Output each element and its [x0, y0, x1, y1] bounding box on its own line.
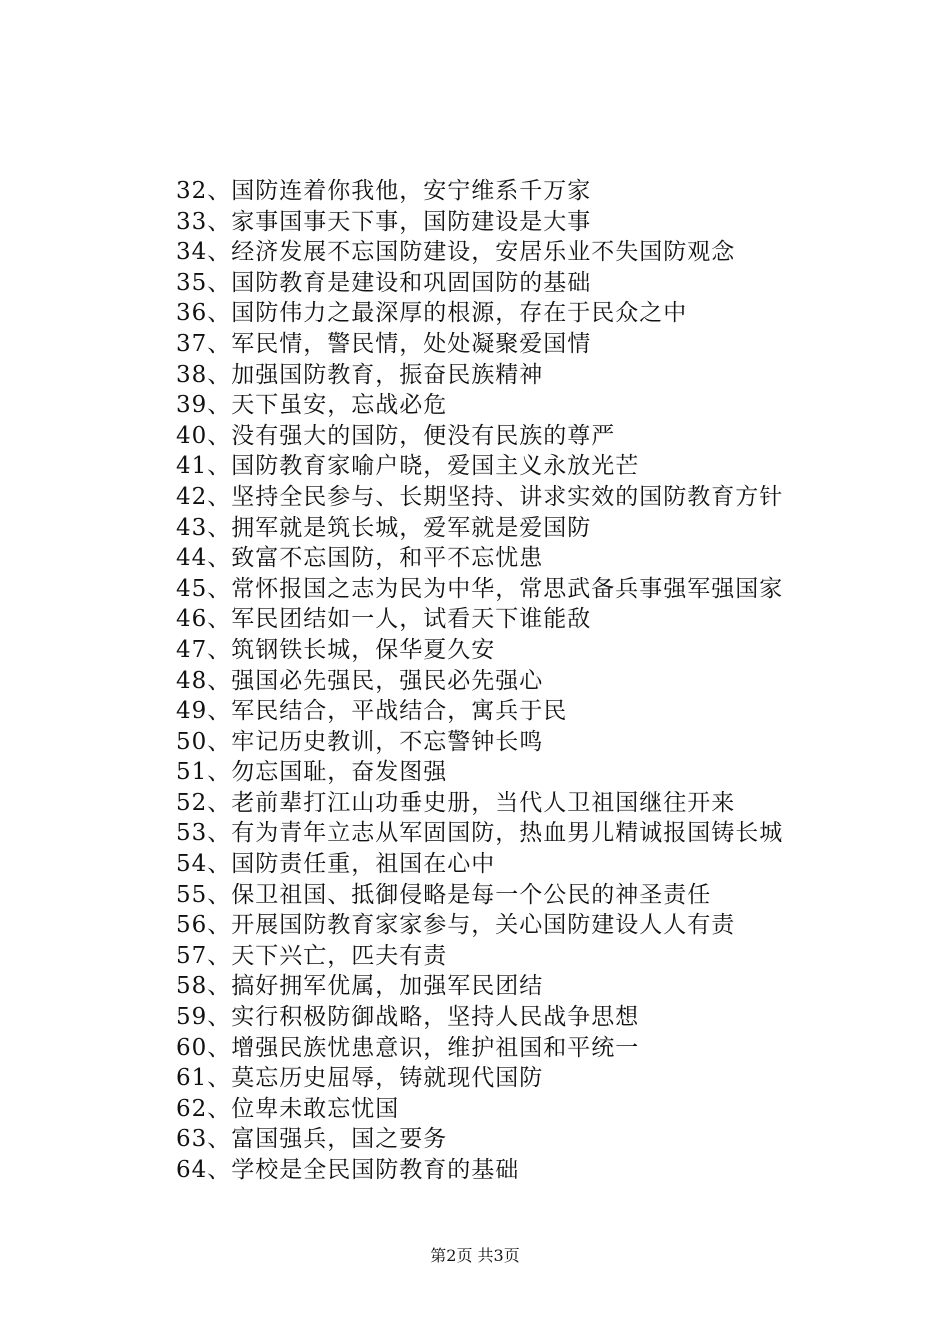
- page-footer: 第2页 共3页: [430, 1246, 520, 1265]
- slogan-line: 32、国防连着你我他，安宁维系千万家: [176, 178, 592, 204]
- slogan-line: 35、国防教育是建设和巩固国防的基础: [176, 269, 592, 296]
- slogan-line: 47、筑钢铁长城，保华夏久安: [176, 636, 496, 663]
- slogan-line: 63、富国强兵，国之要务: [176, 1126, 448, 1153]
- slogan-line: 49、军民结合，平战结合，寓兵于民: [176, 698, 568, 725]
- slogan-line: 34、经济发展不忘国防建设，安居乐业不失国防观念: [176, 239, 736, 266]
- slogan-line: 42、坚持全民参与、长期坚持、讲求实效的国防教育方针: [176, 483, 784, 510]
- slogan-line: 36、国防伟力之最深厚的根源，存在于民众之中: [176, 300, 688, 327]
- slogan-line: 43、拥军就是筑长城，爱军就是爱国防: [176, 514, 592, 541]
- slogan-line: 41、国防教育家喻户晓，爱国主义永放光芒: [176, 453, 640, 480]
- slogan-line: 40、没有强大的国防，便没有民族的尊严: [176, 422, 616, 449]
- slogan-line: 50、牢记历史教训，不忘警钟长鸣: [176, 728, 544, 755]
- slogan-line: 38、加强国防教育，振奋民族精神: [176, 361, 544, 388]
- slogan-line: 61、莫忘历史屈辱，铸就现代国防: [176, 1065, 544, 1092]
- slogan-line: 45、常怀报国之志为民为中华，常思武备兵事强军强国家: [176, 575, 784, 602]
- slogan-line: 56、开展国防教育家家参与，关心国防建设人人有责: [176, 912, 736, 939]
- slogan-list: [176, 176, 783, 1186]
- slogan-line: 52、老前辈打江山功垂史册，当代人卫祖国继往开来: [176, 789, 736, 816]
- slogan-line: 58、搞好拥军优属，加强军民团结: [176, 973, 544, 1000]
- slogan-line: 37、军民情，警民情，处处凝聚爱国情: [176, 330, 592, 357]
- slogan-line: 62、位卑未敢忘忧国: [176, 1095, 400, 1122]
- slogan-line: 64、学校是全民国防教育的基础: [176, 1157, 520, 1183]
- slogan-line: 55、保卫祖国、抵御侵略是每一个公民的神圣责任: [176, 881, 712, 908]
- slogan-line: 51、勿忘国耻，奋发图强: [176, 759, 448, 786]
- slogan-line: 60、增强民族忧患意识，维护祖国和平统一: [176, 1034, 640, 1061]
- slogan-line: 44、致富不忘国防，和平不忘忧患: [176, 545, 544, 572]
- slogan-line: 46、军民团结如一人，试看天下谁能敌: [176, 606, 592, 633]
- slogan-line: 48、强国必先强民，强民必先强心: [176, 667, 544, 694]
- slogan-line: 39、天下虽安，忘战必危: [176, 392, 448, 419]
- slogan-line: 33、家事国事天下事，国防建设是大事: [176, 208, 592, 235]
- slogan-line: 54、国防责任重，祖国在心中: [176, 851, 496, 878]
- slogan-line: 53、有为青年立志从军固国防，热血男儿精诚报国铸长城: [176, 820, 784, 847]
- slogan-line: 57、天下兴亡，匹夫有责: [176, 942, 448, 969]
- slogan-line: 59、实行积极防御战略，坚持人民战争思想: [176, 1004, 640, 1031]
